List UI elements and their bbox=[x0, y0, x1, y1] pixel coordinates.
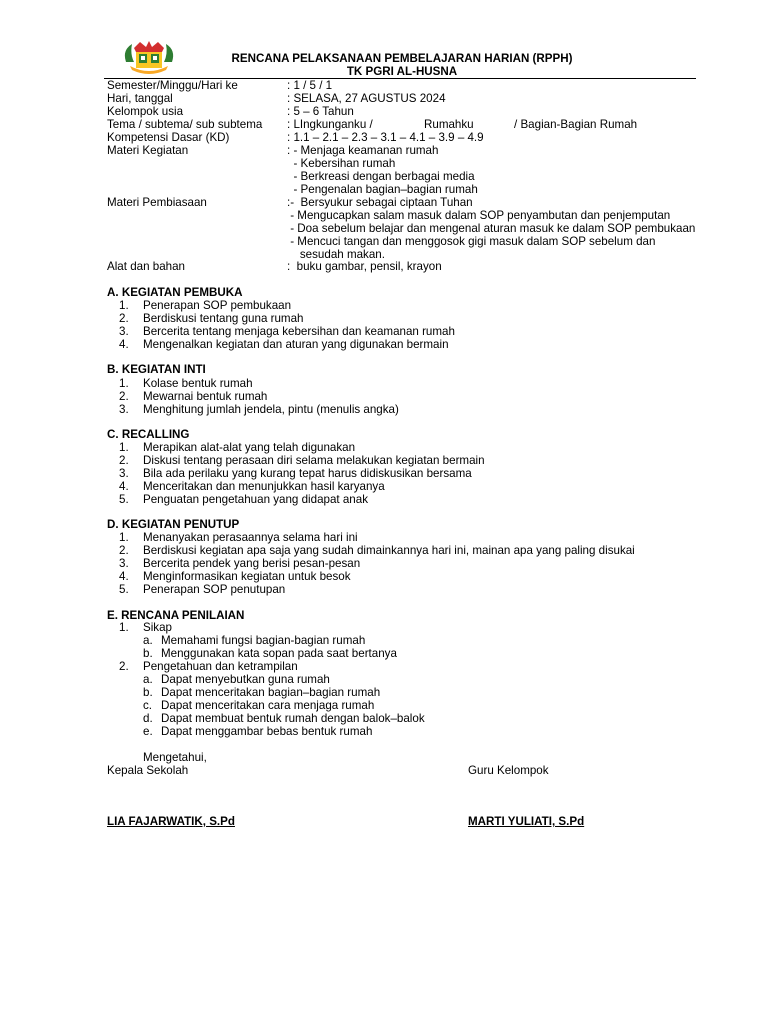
materi-pembiasaan-item: - Doa sebelum belajar dan mengenal aturan masuk ke dalam SOP pembukaan bbox=[287, 222, 696, 235]
section-title: C. RECALLING bbox=[107, 428, 190, 441]
mengetahui-label: Mengetahui, bbox=[143, 751, 207, 764]
penilaian-group-label: Pengetahuan dan ketrampilan bbox=[143, 660, 298, 673]
info-label-date: Hari, tanggal bbox=[107, 92, 173, 105]
list-item: Bila ada perilaku yang kurang tepat harus didiskusikan bersama bbox=[143, 467, 472, 480]
list-item: Penguatan pengetahuan yang didapat anak bbox=[143, 493, 368, 506]
list-number: 4. bbox=[119, 338, 129, 351]
school-logo bbox=[120, 40, 178, 76]
list-number: 5. bbox=[119, 493, 129, 506]
list-item: Menginformasikan kegiatan untuk besok bbox=[143, 570, 351, 583]
info-value-subtheme: Rumahku bbox=[424, 118, 474, 131]
sublist-letter: c. bbox=[143, 699, 153, 712]
materi-kegiatan-item: : - Menjaga keamanan rumah bbox=[287, 144, 439, 157]
list-item: Bercerita tentang menjaga kebersihan dan keamanan rumah bbox=[143, 325, 455, 338]
section-title: B. KEGIATAN INTI bbox=[107, 363, 206, 376]
info-value-subsubtheme: / Bagian-Bagian Rumah bbox=[514, 118, 638, 131]
list-number: 2. bbox=[119, 454, 129, 467]
sublist-letter: e. bbox=[143, 725, 153, 738]
list-item: Bercerita pendek yang berisi pesan-pesan bbox=[143, 557, 361, 570]
sublist-item: Dapat menceritakan bagian–bagian rumah bbox=[161, 686, 381, 699]
sublist-item: Dapat menyebutkan guna rumah bbox=[161, 673, 330, 686]
info-label-kd: Kompetensi Dasar (KD) bbox=[107, 131, 230, 144]
list-item: Penerapan SOP pembukaan bbox=[143, 299, 292, 312]
materi-pembiasaan-item: sesudah makan. bbox=[287, 248, 385, 261]
alat-value: : buku gambar, pensil, krayon bbox=[287, 260, 442, 273]
sublist-letter: a. bbox=[143, 634, 153, 647]
penilaian-group-label: Sikap bbox=[143, 621, 173, 634]
materi-kegiatan-item: - Pengenalan bagian–bagian rumah bbox=[287, 183, 478, 196]
document-title: RENCANA PELAKSANAAN PEMBELAJARAN HARIAN (RPPH) bbox=[231, 52, 573, 65]
list-number: 1. bbox=[119, 441, 129, 454]
principal-name: LIA FAJARWATIK, S.Pd bbox=[107, 815, 235, 828]
list-number: 3. bbox=[119, 557, 129, 570]
list-number: 1. bbox=[119, 299, 129, 312]
sublist-letter: a. bbox=[143, 673, 153, 686]
list-item: Menghitung jumlah jendela, pintu (menulis angka) bbox=[143, 403, 399, 416]
list-number: 1. bbox=[119, 531, 129, 544]
list-number: 2. bbox=[119, 312, 129, 325]
sublist-item: Dapat menceritakan cara menjaga rumah bbox=[161, 699, 375, 712]
list-number: 2. bbox=[119, 544, 129, 557]
teacher-role: Guru Kelompok bbox=[468, 764, 549, 777]
list-number: 3. bbox=[119, 403, 129, 416]
list-item: Menceritakan dan menunjukkan hasil karyanya bbox=[143, 480, 385, 493]
list-item: Merapikan alat-alat yang telah digunakan bbox=[143, 441, 356, 454]
info-value-theme: : LIngkunganku / bbox=[287, 118, 373, 131]
list-number: 3. bbox=[119, 467, 129, 480]
list-item: Mengenalkan kegiatan dan aturan yang digunakan bermain bbox=[143, 338, 449, 351]
info-value-kd: : 1.1 – 2.1 – 2.3 – 3.1 – 4.1 – 3.9 – 4.9 bbox=[287, 131, 484, 144]
principal-role: Kepala Sekolah bbox=[107, 764, 189, 777]
list-item: Berdiskusi kegiatan apa saja yang sudah dimainkannya hari ini, mainan apa yang paling disukai bbox=[143, 544, 635, 557]
list-number: 4. bbox=[119, 570, 129, 583]
info-value-semester: : 1 / 5 / 1 bbox=[287, 79, 333, 92]
list-number: 1. bbox=[119, 621, 129, 634]
list-item: Mewarnai bentuk rumah bbox=[143, 390, 268, 403]
materi-kegiatan-item: - Berkreasi dengan berbagai media bbox=[287, 170, 475, 183]
list-item: Berdiskusi tentang guna rumah bbox=[143, 312, 304, 325]
list-item: Kolase bentuk rumah bbox=[143, 377, 253, 390]
list-number: 4. bbox=[119, 480, 129, 493]
materi-pembiasaan-label: Materi Pembiasaan bbox=[107, 196, 207, 209]
list-number: 1. bbox=[119, 377, 129, 390]
list-item: Penerapan SOP penutupan bbox=[143, 583, 286, 596]
sublist-item: Menggunakan kata sopan pada saat bertanya bbox=[161, 647, 397, 660]
section-title: E. RENCANA PENILAIAN bbox=[107, 609, 245, 622]
list-number: 3. bbox=[119, 325, 129, 338]
info-label-semester: Semester/Minggu/Hari ke bbox=[107, 79, 238, 92]
sublist-item: Memahami fungsi bagian-bagian rumah bbox=[161, 634, 366, 647]
materi-pembiasaan-item: - Mengucapkan salam masuk dalam SOP penyambutan dan penjemputan bbox=[287, 209, 671, 222]
materi-kegiatan-label: Materi Kegiatan bbox=[107, 144, 189, 157]
sublist-item: Dapat membuat bentuk rumah dengan balok–balok bbox=[161, 712, 425, 725]
list-item: Menanyakan perasaannya selama hari ini bbox=[143, 531, 358, 544]
materi-pembiasaan-item: - Mencuci tangan dan menggosok gigi masuk dalam SOP sebelum dan bbox=[287, 235, 656, 248]
info-value-date: : SELASA, 27 AGUSTUS 2024 bbox=[287, 92, 446, 105]
section-title: D. KEGIATAN PENUTUP bbox=[107, 518, 240, 531]
section-title: A. KEGIATAN PEMBUKA bbox=[107, 286, 243, 299]
info-label-age: Kelompok usia bbox=[107, 105, 184, 118]
list-number: 5. bbox=[119, 583, 129, 596]
materi-pembiasaan-item: :- Bersyukur sebagai ciptaan Tuhan bbox=[287, 196, 473, 209]
list-number: 2. bbox=[119, 390, 129, 403]
list-number: 2. bbox=[119, 660, 129, 673]
materi-kegiatan-item: - Kebersihan rumah bbox=[287, 157, 396, 170]
sublist-letter: d. bbox=[143, 712, 153, 725]
info-label-theme: Tema / subtema/ sub subtema bbox=[107, 118, 263, 131]
school-name: TK PGRI AL-HUSNA bbox=[346, 65, 458, 78]
sublist-letter: b. bbox=[143, 647, 153, 660]
list-item: Diskusi tentang perasaan diri selama melakukan kegiatan bermain bbox=[143, 454, 485, 467]
sublist-letter: b. bbox=[143, 686, 153, 699]
teacher-name: MARTI YULIATI, S.Pd bbox=[468, 815, 585, 828]
alat-label: Alat dan bahan bbox=[107, 260, 186, 273]
info-value-age: : 5 – 6 Tahun bbox=[287, 105, 354, 118]
sublist-item: Dapat menggambar bebas bentuk rumah bbox=[161, 725, 373, 738]
